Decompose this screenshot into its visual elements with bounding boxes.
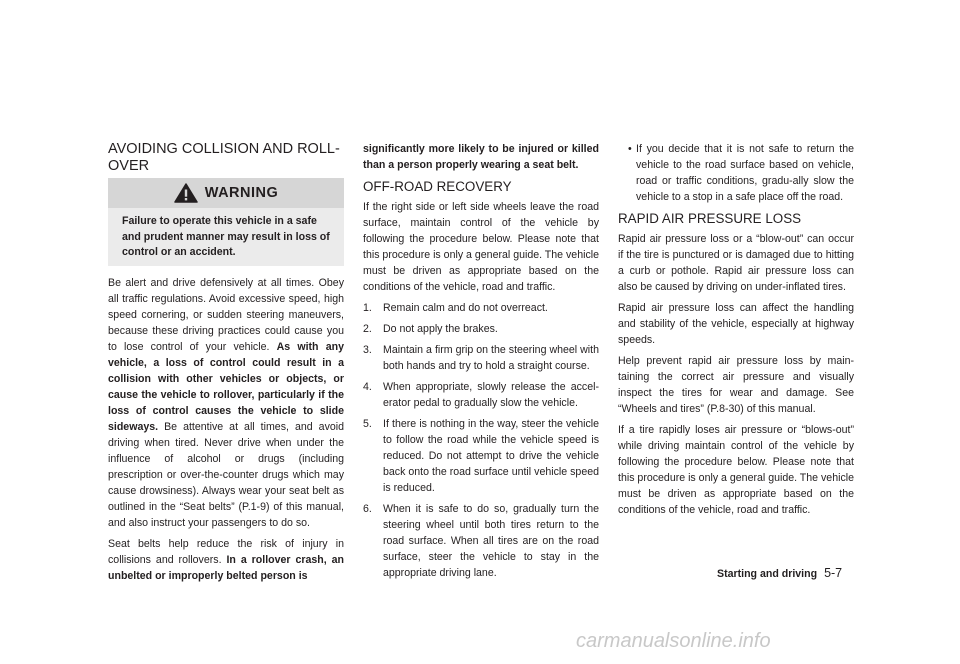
paragraph-text: Seat belts help reduce the risk of injury in collisions and rollovers. [108, 538, 344, 566]
bold-continuation-text: significantly more likely to be injured or killed than a person properly wearing a seat belt. [363, 143, 599, 171]
step-number: 6. [363, 503, 372, 515]
paragraph-procedure: If a tire rapidly loses air pressure or “blows-out” while driving maintain control of the vehicle by following the procedure below. Please note that this procedure is only a general guide. The vehicle must be driven as appropriate based on the conditions of the vehicle, road and traffic. [618, 424, 854, 516]
paragraph-defensive-driving [108, 275, 344, 531]
section-heading-rapid-air-pressure-loss: RAPID AIR PRESSURE LOSS [618, 211, 802, 226]
step-text: Maintain a firm grip on the steering wheel with both hands and try to hold a straight course. [383, 344, 599, 372]
page-number: 5-7 [824, 566, 843, 580]
step-text: When it is safe to do so, gradually turn the steering wheel until both tires return to the road surface. When all tires are on the road surface, steer the vehicle to stay in the appropriate driving lane. [383, 503, 599, 579]
recovery-steps-list [363, 300, 599, 581]
step-number: 4. [363, 381, 372, 393]
page-footer [717, 566, 842, 580]
list-item [363, 501, 599, 581]
step-text: If there is nothing in the way, steer the vehicle to follow the road while the vehicle speed is reduced. Do not attempt to drive the vehicle back onto the road surface until vehicle speed is reduced. [383, 418, 599, 494]
step-number: 3. [363, 344, 372, 356]
step-text: Remain calm and do not overreact. [383, 302, 548, 314]
bullet-item-safe-return [618, 141, 854, 205]
paragraph-text: Be alert and drive defensively at all times. Obey all traffic regulations. Avoid excessive speed, high speed cornering, or sudden steering maneuvers, because these driving practices could cause you to lose control of your vehicle. [108, 277, 344, 353]
list-item [363, 321, 599, 337]
bullet-icon: • [628, 143, 632, 155]
watermark: carmanualsonline.info [576, 630, 771, 652]
step-number: 1. [363, 302, 372, 314]
section-heading-off-road-recovery: OFF-ROAD RECOVERY [363, 179, 512, 194]
paragraph-blowout: Rapid air pressure loss or a “blow-out” can occur if the tire is punctured or is damaged due to hitting a curb or pothole. Rapid air pressure loss can also be caused by driving on under-inflated tires. [618, 233, 854, 293]
warning-box [108, 178, 344, 266]
bold-continuation [363, 141, 599, 173]
warning-header [108, 178, 344, 208]
step-text: Do not apply the brakes. [383, 323, 498, 335]
paragraph-text: Be attentive at all times, and avoid driving when tired. Never drive when under the influence of alcohol or drugs (including prescription or over-the-counter drugs which may cause drowsiness). Always wear your seat belt as outlined in the “Seat belts” (P.1-9) of this manual, and also instruct your passengers to do so. [108, 421, 344, 529]
warning-title: WARNING [204, 185, 279, 201]
paragraph-off-road-intro: If the right side or left side wheels leave the road surface, maintain control of the vehicle by following the procedure below. Please note that this procedure is only a general guide. The vehicle must be driven as appropriate based on the conditions of the vehicle, road and traffic. [363, 201, 599, 293]
step-text: When appropriate, slowly release the accel-erator pedal to gradually slow the vehicle. [383, 381, 599, 409]
column-2 [363, 141, 599, 586]
warning-triangle-icon [174, 183, 198, 203]
list-item [363, 416, 599, 496]
paragraph-handling: Rapid air pressure loss can affect the handling and stability of the vehicle, especially at highway speeds. [618, 302, 854, 346]
section-heading-avoiding-collision: AVOIDING COLLISION AND ROLL-OVER [108, 141, 340, 174]
col1-body [108, 275, 344, 589]
paragraph-seat-belts [108, 536, 344, 584]
bullet-text: If you decide that it is not safe to return the vehicle to the road surface based on vehicle, road or traffic conditions, gradu-ally slow the vehicle to a stop in a safe place off the road. [636, 143, 854, 203]
list-item [363, 342, 599, 374]
bold-statement-rollover: In a rollover crash, an unbelted or improperly belted person is [108, 554, 344, 582]
step-number: 2. [363, 323, 372, 335]
list-item [363, 379, 599, 411]
bold-statement-loss-of-control: As with any vehicle, a loss of control could result in a collision with other vehicles or objects, or cause the vehicle to rollover, particularly if the loss of control causes the vehicle to slide sideways. [108, 341, 344, 433]
warning-text: Failure to operate this vehicle in a safe and prudent manner may result in loss of control or an accident. [108, 208, 344, 266]
step-number: 5. [363, 418, 372, 430]
column-3 [618, 141, 854, 523]
paragraph-prevention: Help prevent rapid air pressure loss by main-taining the correct air pressure and visually inspect the tires for wear and damage. See “Wheels and tires” (P.8-30) of this manual. [618, 355, 854, 415]
list-item [363, 300, 599, 316]
footer-section-title: Starting and driving [717, 568, 818, 580]
